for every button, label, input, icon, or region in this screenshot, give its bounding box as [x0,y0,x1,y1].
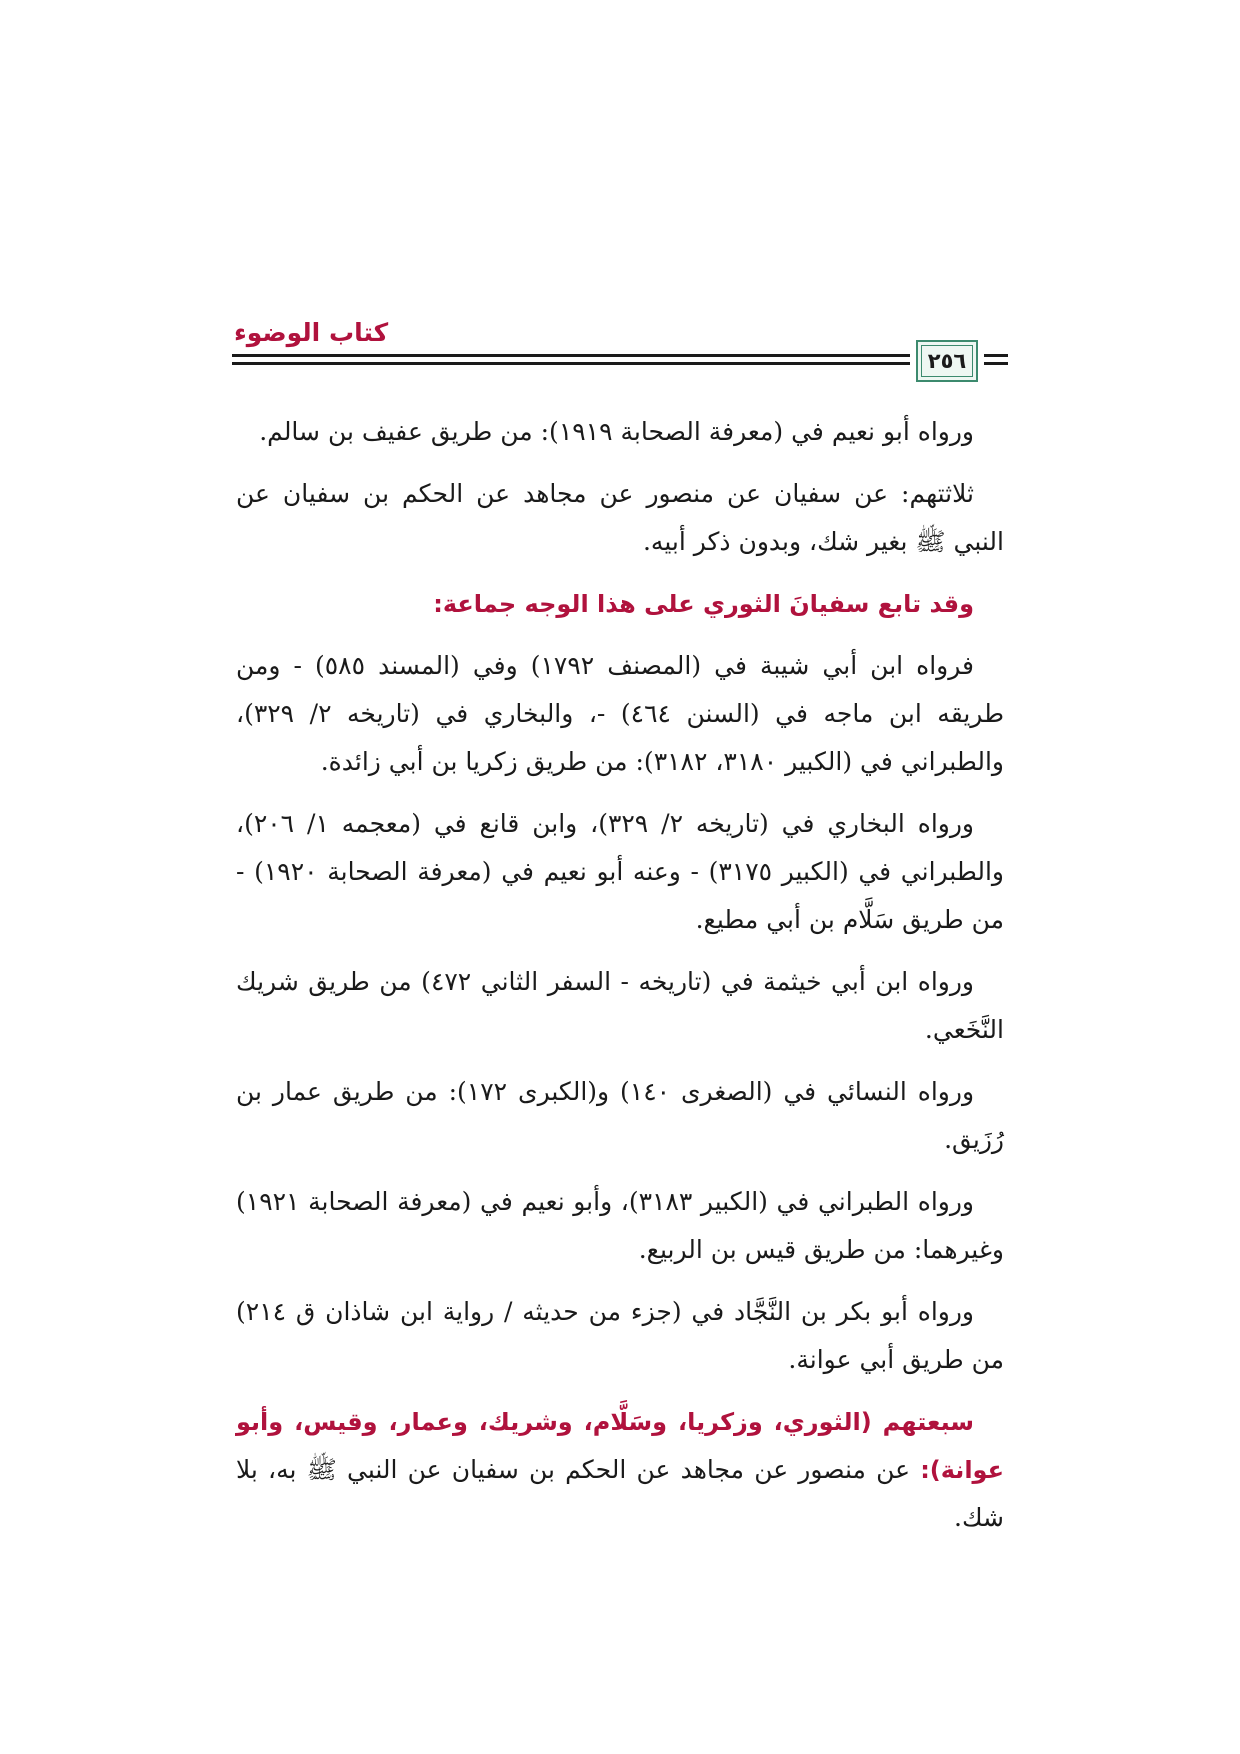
header-rule-right-bottom [984,362,1008,365]
highlighted-summary: سبعتهم (الثوري، وزكريا، وسَلَّام، وشريك، وعمار، وقيس، وأبو عوانة): [236,1408,1004,1484]
paragraph: ورواه أبو بكر بن النَّجَّاد في (جزء من حديثه / رواية ابن شاذان ق ٢١٤) من طريق أبي عوانة. [236,1297,1004,1374]
paragraph: فرواه ابن أبي شيبة في (المصنف ١٧٩٢) وفي (المسند ٥٨٥) - ومن طريقه ابن ماجه في (السنن ٤٦٤) -، والبخاري في (تاريخه ٢/ ٣٢٩)، والطبراني في (الكبير ٣١٨٠، ٣١٨٢): من طريق زكريا بن أبي زائدة. [236,651,1005,776]
conclusion-paragraph [236,1398,1004,1542]
header-rule-top [232,354,910,357]
page-number: ٢٥٦ [927,349,967,373]
page-header [232,318,1008,390]
paragraph: ورواه الطبراني في (الكبير ٣١٨٣)، وأبو نعيم في (معرفة الصحابة ١٩٢١) وغيرهما: من طريق قيس بن الربيع. [236,1187,1004,1264]
paragraph: ورواه البخاري في (تاريخه ٢/ ٣٢٩)، وابن قانع في (معجمه ١/ ٢٠٦)، والطبراني في (الكبير ٣١٧٥) - وعنه أبو نعيم في (معرفة الصحابة ١٩٢٠) - من طريق سَلَّام بن أبي مطيع. [236,809,1004,934]
page-body [236,408,1004,1556]
paragraph: ثلاثتهم: عن سفيان عن منصور عن مجاهد عن الحكم بن سفيان عن النبي ﷺ بغير شك، وبدون ذكر أبيه. [236,479,1004,556]
paragraph: ورواه النسائي في (الصغرى ١٤٠) و(الكبرى ١٧٢): من طريق عمار بن رُزَيق. [236,1077,1004,1154]
paragraph: ورواه ابن أبي خيثمة في (تاريخه - السفر الثاني ٤٧٢) من طريق شريك النَّخَعي. [236,967,1004,1044]
paragraph: ورواه أبو نعيم في (معرفة الصحابة ١٩١٩): من طريق عفيف بن سالم. [259,417,974,446]
section-heading: وقد تابع سفيانَ الثوري على هذا الوجه جماعة: [433,590,974,618]
header-rule-bottom [232,362,910,365]
conclusion-text: عن منصور عن مجاهد عن الحكم بن سفيان عن النبي ﷺ به، بلا شك. [236,1455,1004,1532]
header-rule-right-top [984,354,1008,357]
page-number-badge [916,340,978,382]
book-title: كتاب الوضوء [234,318,389,347]
